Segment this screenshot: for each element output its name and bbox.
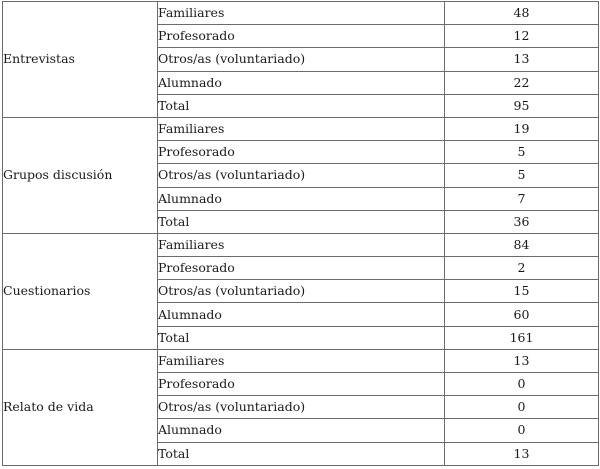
count-cell: 13: [445, 349, 599, 372]
participants-table: [2, 1, 599, 466]
count-cell: 0: [445, 419, 599, 442]
group-cell: Profesorado: [158, 257, 445, 280]
method-cell: Cuestionarios: [3, 233, 158, 349]
group-cell: Familiares: [158, 349, 445, 372]
group-cell: Profesorado: [158, 141, 445, 164]
table-row: [3, 233, 599, 256]
group-cell: Familiares: [158, 117, 445, 140]
group-cell: Total: [158, 94, 445, 117]
group-cell: Otros/as (voluntariado): [158, 280, 445, 303]
total-count-cell: 13: [445, 442, 599, 465]
group-cell: Otros/as (voluntariado): [158, 164, 445, 187]
count-cell: 48: [445, 2, 599, 25]
table-row: [3, 349, 599, 372]
count-cell: 19: [445, 117, 599, 140]
count-cell: 0: [445, 373, 599, 396]
total-count-cell: 95: [445, 94, 599, 117]
table-row: [3, 2, 599, 25]
total-count-cell: 161: [445, 326, 599, 349]
group-cell: Alumnado: [158, 419, 445, 442]
group-cell: Alumnado: [158, 187, 445, 210]
group-cell: Otros/as (voluntariado): [158, 396, 445, 419]
table-row: [3, 117, 599, 140]
group-cell: Profesorado: [158, 373, 445, 396]
group-cell: Otros/as (voluntariado): [158, 48, 445, 71]
count-cell: 5: [445, 141, 599, 164]
group-cell: Profesorado: [158, 25, 445, 48]
group-cell: Alumnado: [158, 303, 445, 326]
count-cell: 13: [445, 48, 599, 71]
count-cell: 2: [445, 257, 599, 280]
group-cell: Familiares: [158, 2, 445, 25]
group-cell: Total: [158, 210, 445, 233]
count-cell: 12: [445, 25, 599, 48]
count-cell: 0: [445, 396, 599, 419]
total-count-cell: 36: [445, 210, 599, 233]
count-cell: 15: [445, 280, 599, 303]
method-cell: Entrevistas: [3, 2, 158, 118]
group-cell: Total: [158, 326, 445, 349]
method-cell: Grupos discusión: [3, 117, 158, 233]
count-cell: 60: [445, 303, 599, 326]
count-cell: 22: [445, 71, 599, 94]
method-cell: Relato de vida: [3, 349, 158, 465]
count-cell: 5: [445, 164, 599, 187]
group-cell: Familiares: [158, 233, 445, 256]
group-cell: Total: [158, 442, 445, 465]
count-cell: 7: [445, 187, 599, 210]
count-cell: 84: [445, 233, 599, 256]
group-cell: Alumnado: [158, 71, 445, 94]
